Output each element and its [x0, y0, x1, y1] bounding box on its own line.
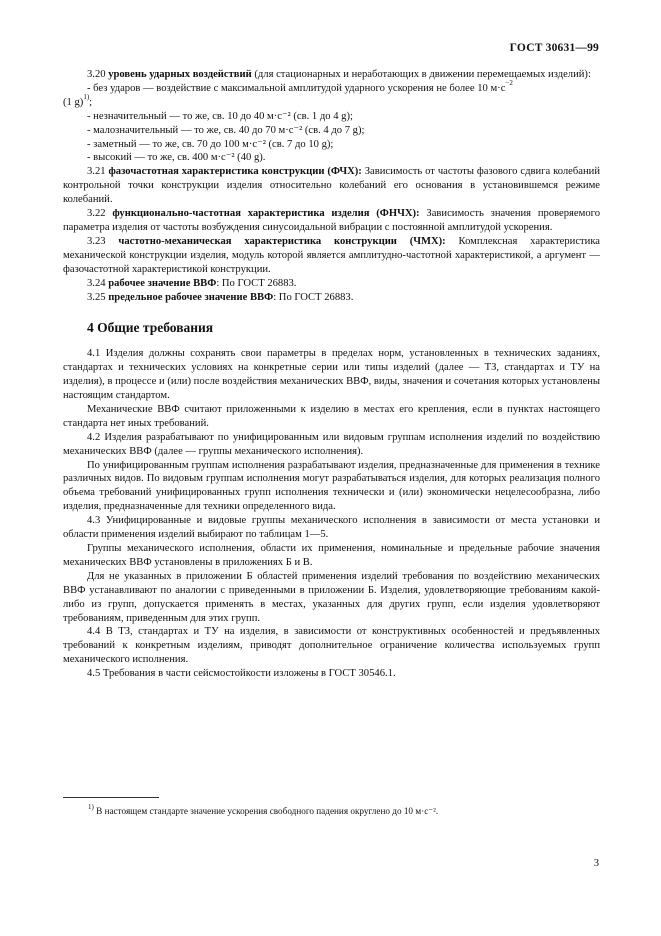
document-id-header: ГОСТ 30631—99: [509, 42, 599, 54]
paragraph: 4.1 Изделия должны сохранять свои параметры в пределах норм, установленных в технических заданиях, стандартах и технических условиях на конкретные серии или типы изделий (далее — ТЗ, стандартах и ТУ на изделия), в процессе и (или) после воздействия механических ВВФ, виды, значения и сочетания которых установлены настоящим стандартом.: [63, 348, 600, 402]
footnote-divider: [63, 797, 159, 798]
term-3-23: [63, 235, 600, 277]
list-item-text: (1 g): [63, 96, 84, 108]
page-number: 3: [593, 858, 599, 869]
list-item-text: - без ударов — воздействие с максимальной амплитудой ударного ускорения не более 10 м·с: [87, 82, 506, 94]
list-item: - высокий — то же, св. 400 м·с⁻² (40 g).: [87, 152, 266, 164]
clause-number: 3.20: [87, 69, 106, 80]
list-item-continuation: [63, 93, 600, 110]
term-name: рабочее значение ВВФ: [108, 277, 217, 289]
clause-number: 3.24: [87, 277, 106, 289]
paragraph: По унифицированным группам исполнения разрабатывают изделия, предназначенные для применения в технике различных видов. По видовым группам исполнения могут разрабатываться изделия, для которых реализация полного объема требований унифицированных групп исполнения технически и (или) экономически нецелесообразна, либо изделия, предназначенные для техники определенного вида.: [63, 459, 600, 513]
term-3-20: [63, 68, 600, 82]
paragraph: 4.3 Унифицированные и видовые группы механического исполнения в зависимости от места установки и области применения изделий выбирают по таблицам 1—5.: [63, 515, 600, 541]
clause-number: 3.25: [87, 291, 106, 303]
footnote-mark: 1): [88, 802, 94, 811]
term-definition: : По ГОСТ 26883.: [216, 277, 297, 289]
paragraph: Группы механического исполнения, области их применения, номинальные и предельные рабочие значения механических ВВФ установлены в приложениях Б и В.: [63, 543, 600, 568]
term-3-21: [63, 165, 600, 207]
term-definition: (для стационарных и неработающих в движении перемещаемых изделий):: [254, 69, 591, 80]
term-name: функционально-частотная характеристика изделия (ФНЧХ):: [112, 208, 420, 220]
list-item: - незначительный — то же, св. 10 до 40 м·с⁻² (св. 1 до 4 g);: [87, 110, 353, 122]
term-3-25: [63, 291, 600, 305]
paragraph: 4.5 Требования в части сейсмостойкости изложены в ГОСТ 30546.1.: [87, 668, 396, 680]
paragraph: Для не указанных в приложении Б областей применения изделий требования по воздействию механических ВВФ устанавливают по аналогии с приведенными в приложении Б. Изделия, удовлетворяющие требованиям какой-либо из групп, допускается применять в местах, указанных для других групп, если изделия удовлетворяют требованиям, приведенным для этих групп.: [63, 570, 600, 624]
footnote: [88, 802, 600, 817]
term-definition: Комплексная характеристика механической конструкции изделия, модуль которой является амплитудно-частотной характеристикой, а аргумент — фазочастотной характеристикой конструкции.: [63, 235, 601, 275]
clause-number: 3.21: [87, 166, 106, 178]
paragraph: 4.2 Изделия разрабатывают по унифицированным или видовым группам исполнения изделий по воздействию механических ВВФ (далее — группы механического исполнения).: [63, 431, 600, 457]
paragraph: Механические ВВФ считают приложенными к изделию в местах его крепления, если в пунктах настоящего стандарта нет иных требований.: [63, 403, 600, 429]
document-body: [63, 68, 600, 681]
term-name: фазочастотная характеристика конструкции (ФЧХ):: [108, 166, 362, 178]
term-3-24: [63, 277, 600, 291]
footnote-text: В настоящем стандарте значение ускорения свободного падения округлено до 10 м·с⁻².: [96, 806, 439, 816]
term-name: частотно-механическая характеристика конструкции (ЧМХ):: [118, 235, 446, 247]
list-item: [63, 79, 600, 96]
term-name: уровень ударных воздействий: [108, 69, 252, 80]
term-definition: Зависимость значения проверяемого параметра изделия от частоты возбуждения синусоидальной вибрации с постоянной амплитудой ускорения.: [63, 208, 601, 233]
section-heading: 4 Общие требования: [87, 320, 214, 336]
list-item: - заметный — то же, св. 70 до 100 м·с⁻² (св. 7 до 10 g);: [87, 138, 334, 150]
clause-number: 3.22: [87, 208, 106, 220]
clause-number: 3.23: [87, 235, 106, 247]
footnote-reference[interactable]: 1): [83, 93, 90, 102]
term-3-22: [63, 207, 600, 235]
term-definition: Зависимость от частоты фазового сдвига колебаний контрольной точки конструкции изделия относительно колебаний его основания в установившемся режиме колебаний.: [63, 166, 600, 206]
paragraph: 4.4 В ТЗ, стандартах и ТУ на изделия, в зависимости от конструктивных особенностей и предъявленных требований к конкретным изделиям, приводят дополнительное ограничение количества используемых групп механического исполнения.: [63, 626, 600, 666]
term-definition: : По ГОСТ 26883.: [273, 291, 354, 303]
term-name: предельное рабочее значение ВВФ: [108, 291, 274, 303]
list-item-text: ;: [89, 96, 93, 108]
list-item: - малозначительный — то же, св. 40 до 70 м·с⁻² (св. 4 до 7 g);: [87, 124, 365, 136]
exponent: −2: [505, 79, 513, 88]
